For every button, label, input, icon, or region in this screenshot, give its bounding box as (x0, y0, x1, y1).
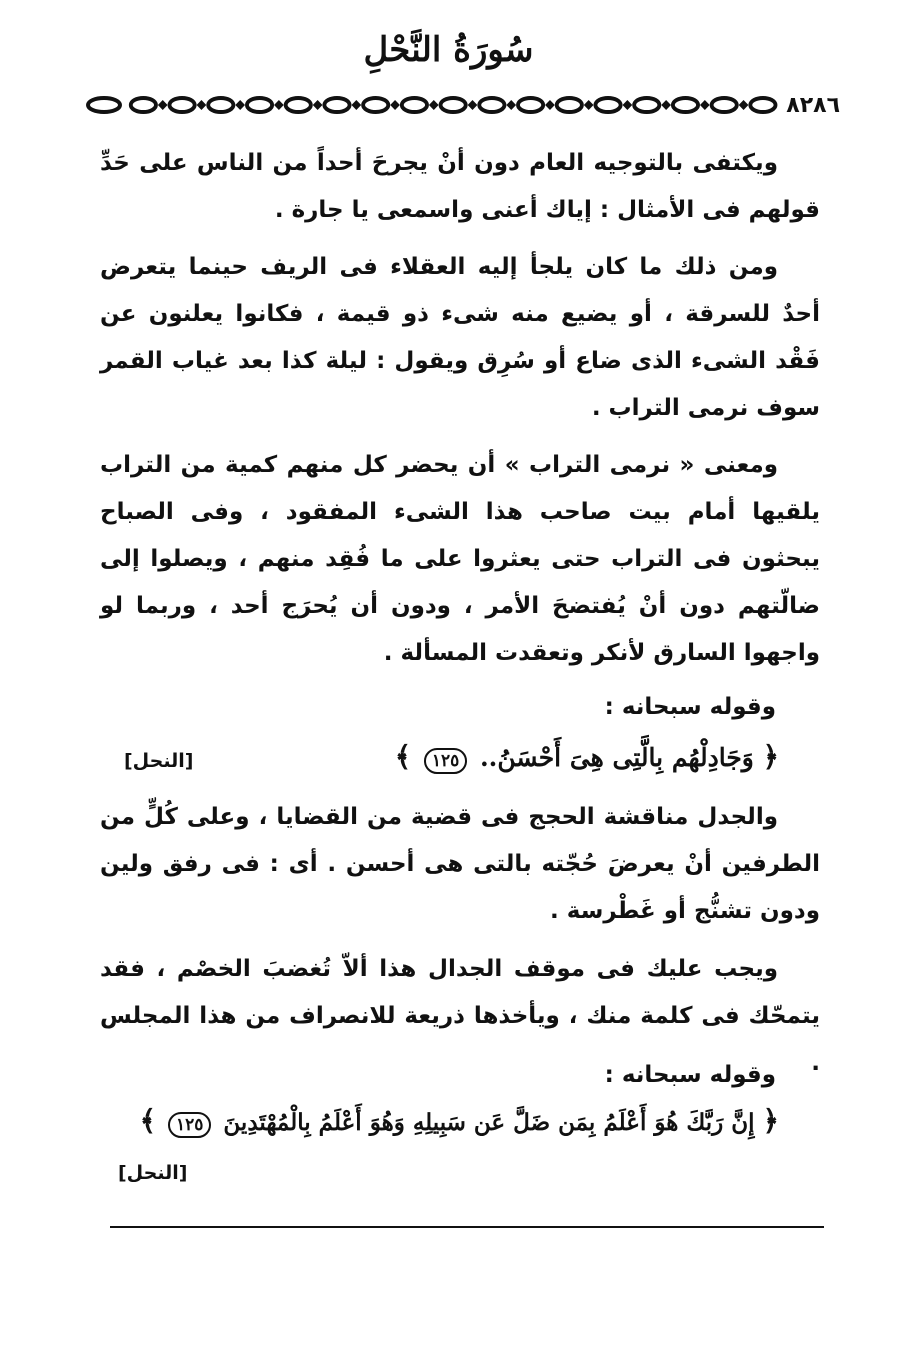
paragraph-1: ويكتفى بالتوجيه العام دون أنْ يجرحَ أحداً من الناس على حَدِّ قولهم فى الأمثال : إياك أعنى واسمعى يا جارة . (100, 150, 820, 223)
ayah-number-badge: ١٢٥ (168, 1112, 211, 1138)
page-number: ٨٢٨٦ (786, 92, 840, 118)
verse-reference-2: [النحل] (118, 1162, 188, 1184)
footer-divider (110, 1226, 824, 1228)
verse-text: وَجَادِلْهُم بِالَّتِى هِىَ أَحْسَنُ.. (479, 743, 754, 772)
paragraph-5: ويجب عليك فى موقف الجدال هذا ألاّ تُغضبَ الخصْم ، فقد يتمحّك فى كلمة منك ، ويأخذها ذريعة للانصراف من هذا المجلس . (100, 956, 820, 1076)
verse-open-bracket: ﴿ (762, 740, 779, 773)
verse-reference-1: [النحل] (124, 750, 194, 772)
verse-open-bracket: ﴿ (762, 1104, 779, 1137)
quran-verse-1 (395, 740, 779, 774)
verse-close-bracket: ﴾ (394, 740, 412, 773)
surah-title: سُورَةُ النَّحْلِ (363, 30, 534, 70)
verse-intro-1: وقوله سبحانه : (604, 694, 776, 720)
quran-verse-2 (140, 1104, 779, 1138)
chain-ornament-icon (124, 92, 782, 118)
ornament-end-icon (84, 92, 124, 118)
header-ornament (84, 92, 844, 118)
ayah-number-badge: ١٢٥ (424, 748, 467, 774)
paragraph-2: ومن ذلك ما كان يلجأ إليه العقلاء فى الريف حينما يتعرض أحدٌ للسرقة ، أو يضيع منه شىء ذو قيمة ، فكانوا يعلنون عن فَقْد الشىء الذى ضاع أو سُرِق ويقول : ليلة كذا بعد غياب القمر سوف نرمى التراب . (100, 254, 820, 421)
paragraph-4: والجدل مناقشة الحجج فى قضية من القضايا ، وعلى كُلٍّ من الطرفين أنْ يعرضَ حُجّته بالتى هى أحسن . أى : فى رفق ولين ودون تشنُّج أو غَطْرسة . (100, 804, 820, 924)
verse-intro-2: وقوله سبحانه : (604, 1062, 776, 1088)
verse-text: إِنَّ رَبَّكَ هُوَ أَعْلَمُ بِمَن ضَلَّ عَن سَبِيلِهِ وَهُوَ أَعْلَمُ بِالْمُهْتَدِينَ (223, 1109, 755, 1136)
verse-close-bracket: ﴾ (139, 1104, 156, 1137)
paragraph-3: ومعنى « نرمى التراب » أن يحضر كل منهم كمية من التراب يلقيها أمام بيت صاحب هذا الشىء المفقود ، وفى الصباح يبحثون فى التراب حتى يعثروا على ما فُقِد منهم ، ويصلوا إلى ضالّتهم دون أنْ يُفتضحَ الأمر ، ودون أن يُحرَج أحد ، وربما لو واجهوا السارق لأنكر وتعقدت المسألة . (100, 452, 820, 666)
